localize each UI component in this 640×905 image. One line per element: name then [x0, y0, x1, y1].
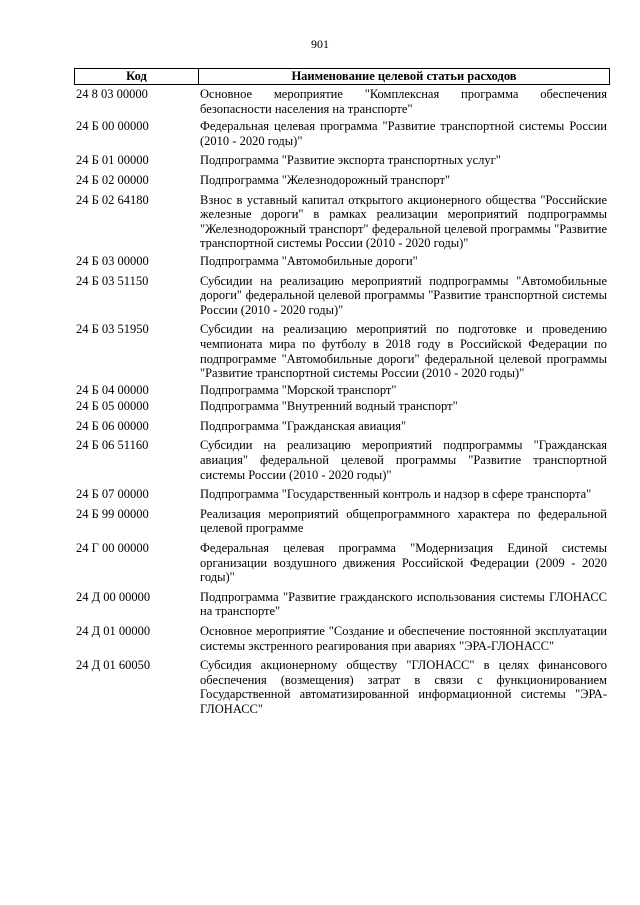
table-row	[74, 322, 610, 380]
row-code: 24 Б 03 00000	[76, 253, 149, 268]
row-code: 24 Б 06 00000	[76, 418, 149, 433]
row-name: Основное мероприятие "Комплексная программа обеспечения безопасности населения на транспорте"	[200, 87, 607, 116]
row-name: Подпрограмма "Морской транспорт"	[200, 382, 397, 397]
row-code: 24 Г 00 00000	[76, 541, 149, 556]
row-code: 24 Б 04 00000	[76, 382, 149, 397]
table-row	[74, 193, 610, 251]
table-header	[74, 68, 610, 85]
row-code: 24 Б 00 00000	[76, 119, 149, 134]
row-name: Подпрограмма "Автомобильные дороги"	[200, 253, 418, 268]
row-code: 24 Б 07 00000	[76, 487, 149, 502]
row-code: 24 Б 02 00000	[76, 172, 149, 187]
table-row	[74, 507, 610, 536]
row-name: Подпрограмма "Железнодорожный транспорт"	[200, 172, 451, 187]
row-code: 24 Б 06 51160	[76, 438, 149, 453]
table-row	[74, 438, 610, 482]
budget-table	[74, 68, 610, 717]
table-row	[74, 274, 610, 318]
row-name: Федеральная целевая программа "Модернизация Единой системы организации воздушного движения Российской Федерации (2009 - 2020 годы)"	[200, 541, 607, 585]
row-code: 24 Д 00 00000	[76, 589, 151, 604]
row-code: 24 Б 01 00000	[76, 153, 149, 168]
row-code: 24 Д 01 00000	[76, 624, 151, 638]
table-row	[74, 87, 610, 116]
table-row	[74, 119, 610, 148]
row-name: Основное мероприятие "Создание и обеспечение постоянной эксплуатации системы экстренного реагирования при авариях "ЭРА-ГЛОНАСС"	[200, 624, 607, 653]
row-code: 24 Б 02 64180	[76, 192, 149, 207]
row-name: Субсидия акционерному обществу "ГЛОНАСС" в целях финансового обеспечения (возмещения) затрат в связи с функционированием Государственной автоматизированной информационной системы "ЭРА-ГЛОНАСС"	[200, 658, 607, 716]
table-row	[74, 399, 610, 414]
row-name: Реализация мероприятий общепрограммного характера по федеральной целевой программе	[200, 506, 607, 536]
row-name: Подпрограмма "Внутренний водный транспорт"	[200, 399, 458, 414]
table-row	[74, 541, 610, 585]
table-row	[74, 173, 610, 188]
row-name: Подпрограмма "Развитие гражданского использования системы ГЛОНАСС на транспорте"	[200, 589, 607, 619]
row-code: 24 Б 05 00000	[76, 399, 149, 414]
table-row	[74, 487, 610, 502]
header-name: Наименование целевой статьи расходов	[291, 69, 517, 83]
table-row	[74, 658, 610, 716]
row-code: 24 Б 99 00000	[76, 506, 149, 521]
row-name: Подпрограмма "Государственный контроль и надзор в сфере транспорта"	[200, 487, 592, 502]
row-name: Взнос в уставный капитал открытого акционерного общества "Российские железные дороги" в рамках реализации мероприятий подпрограммы "Железнодорожный транспорт" федеральной целевой программы "Развитие транспортной системы России (2010 - 2020 годы)"	[200, 192, 607, 251]
header-code: Код	[75, 69, 199, 84]
page-number: 901	[311, 37, 329, 51]
row-code: 24 8 03 00000	[76, 87, 148, 101]
row-name: Подпрограмма "Развитие экспорта транспортных услуг"	[200, 153, 501, 168]
row-name: Подпрограмма "Гражданская авиация"	[200, 418, 407, 433]
row-name: Субсидии на реализацию мероприятий подпрограммы "Гражданская авиация" федеральной целевой программы "Развитие транспортной системы России (2010 - 2020 годы)"	[200, 438, 607, 482]
row-code: 24 Б 03 51950	[76, 322, 149, 337]
table-row	[74, 590, 610, 619]
table-row	[74, 153, 610, 168]
row-code: 24 Б 03 51150	[76, 273, 149, 288]
table-row	[74, 624, 610, 653]
row-name: Федеральная целевая программа "Развитие транспортной системы России (2010 - 2020 годы)"	[200, 119, 607, 148]
table-row	[74, 383, 610, 398]
table-row	[74, 419, 610, 434]
row-name: Субсидии на реализацию мероприятий по подготовке и проведению чемпионата мира по футболу в 2018 году в Российской Федерации по подпрограмме "Автомобильные дороги" федеральной целевой программы "Развитие транспортной системы России (2010 - 2020 годы)"	[200, 322, 607, 381]
row-code: 24 Д 01 60050	[76, 658, 151, 673]
row-name: Субсидии на реализацию мероприятий подпрограммы "Автомобильные дороги" федеральной целевой программы "Развитие транспортной системы России (2010 - 2020 годы)"	[200, 273, 607, 317]
table-row	[74, 254, 610, 269]
